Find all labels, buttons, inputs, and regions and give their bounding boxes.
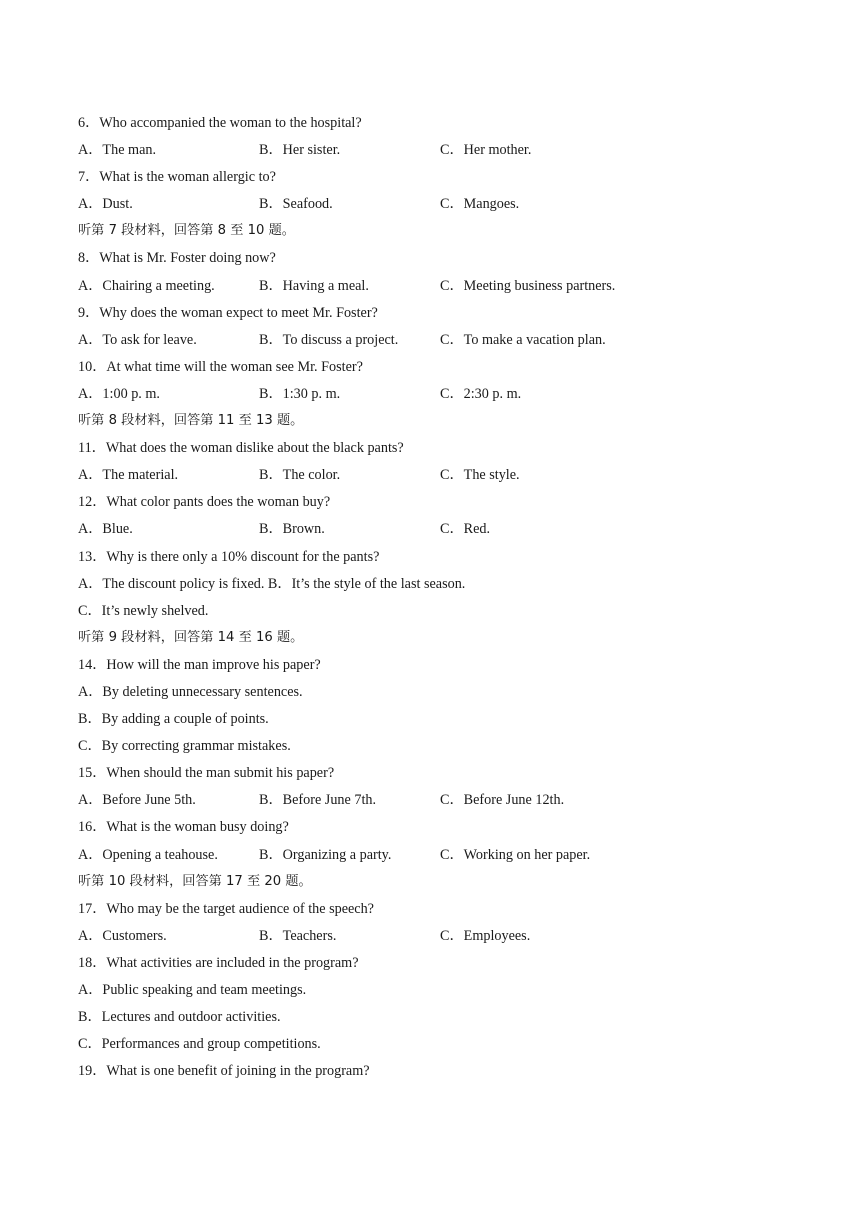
question-text: 6．Who accompanied the woman to the hospital? (78, 115, 362, 131)
answer-option: B．Having a meal. (259, 277, 369, 294)
question-text: A．The discount policy is fixed. B．It’s the style of the last season. (78, 575, 466, 592)
answer-option: C．2:30 p. m. (440, 385, 522, 402)
answer-options-row (78, 926, 778, 953)
answer-option: C．Red. (440, 521, 491, 538)
question-text: 10．At what time will the woman see Mr. Foster? (78, 358, 363, 375)
question-text: C．It’s newly shelved. (78, 602, 209, 619)
question-line (78, 601, 778, 628)
answer-option: C．To make a vacation plan. (440, 331, 606, 348)
question-line (78, 736, 778, 763)
question-line (78, 547, 778, 574)
question-text: B．Lectures and outdoor activities. (78, 1009, 281, 1026)
question-text: 7．What is the woman allergic to? (78, 169, 276, 186)
question-text: 15．When should the man submit his paper? (78, 765, 335, 782)
answer-option: C．Her mother. (440, 142, 532, 159)
answer-option: C．The style. (440, 467, 520, 484)
answer-options-row (78, 276, 778, 303)
answer-option: A．To ask for leave. (78, 331, 197, 348)
question-text: 13．Why is there only a 10% discount for the pants? (78, 548, 380, 565)
question-text: A．By deleting unnecessary sentences. (78, 683, 303, 700)
answer-option: B．To discuss a project. (259, 331, 399, 348)
question-text: 19．What is one benefit of joining in the program? (78, 1063, 370, 1080)
answer-option: B．Seafood. (259, 196, 333, 213)
question-text: C．Performances and group competitions. (78, 1036, 321, 1053)
question-text: B．By adding a couple of points. (78, 711, 269, 728)
answer-option: B．Her sister. (259, 142, 341, 159)
answer-option: B．1:30 p. m. (259, 385, 341, 402)
answer-option: A．Before June 5th. (78, 792, 196, 809)
answer-options-row (78, 140, 778, 167)
question-text: 9．Why does the woman expect to meet Mr. Foster? (78, 304, 378, 321)
question-line (78, 953, 778, 980)
section-instruction-line (78, 221, 778, 248)
question-text: A．Public speaking and team meetings. (78, 982, 307, 998)
question-text: 18．What activities are included in the program? (78, 954, 359, 971)
question-line (78, 492, 778, 519)
question-line (78, 1034, 778, 1061)
question-line (78, 113, 778, 140)
answer-options-row (78, 330, 778, 357)
question-text: 11．What does the woman dislike about the black pants? (78, 440, 404, 457)
answer-option: B．Teachers. (259, 927, 337, 944)
question-text: 16．What is the woman busy doing? (78, 819, 289, 836)
section-instruction: 听第 10 段材料，回答第 17 至 20 题。 (78, 873, 312, 889)
answer-option: B．The color. (259, 467, 341, 484)
section-instruction: 听第 9 段材料，回答第 14 至 16 题。 (78, 629, 304, 645)
question-line (78, 899, 778, 926)
question-text: 12．What color pants does the woman buy? (78, 494, 331, 511)
answer-options-row (78, 845, 778, 872)
section-instruction-line (78, 872, 778, 899)
question-line (78, 1007, 778, 1034)
answer-options-row (78, 194, 778, 221)
section-instruction-line (78, 628, 778, 655)
section-instruction: 听第 7 段材料，回答第 8 至 10 题。 (78, 223, 295, 239)
answer-option: A．Dust. (78, 196, 133, 213)
answer-option: B．Organizing a party. (259, 846, 392, 863)
answer-option: C．Before June 12th. (440, 792, 565, 809)
section-instruction: 听第 8 段材料，回答第 11 至 13 题。 (78, 413, 304, 429)
question-line (78, 303, 778, 330)
answer-option: A．Blue. (78, 521, 133, 538)
question-line (78, 655, 778, 682)
answer-option: A．Chairing a meeting. (78, 277, 215, 294)
answer-option: A．The material. (78, 467, 179, 484)
question-line (78, 438, 778, 465)
answer-option: C．Employees. (440, 927, 531, 944)
answer-option: A．1:00 p. m. (78, 385, 160, 402)
answer-options-row (78, 790, 778, 817)
answer-option: C．Working on her paper. (440, 846, 591, 863)
question-line (78, 980, 778, 1007)
answer-options-row (78, 384, 778, 411)
question-line (78, 709, 778, 736)
answer-option: C．Meeting business partners. (440, 277, 616, 294)
answer-option: A．Opening a teahouse. (78, 846, 218, 863)
question-line (78, 357, 778, 384)
question-line (78, 682, 778, 709)
question-line (78, 167, 778, 194)
question-text: 17．Who may be the target audience of the speech? (78, 900, 374, 917)
question-line (78, 574, 778, 601)
question-line (78, 1061, 778, 1088)
question-line (78, 763, 778, 790)
answer-option: A．Customers. (78, 927, 167, 944)
answer-options-row (78, 519, 778, 546)
question-text: 8．What is Mr. Foster doing now? (78, 250, 276, 267)
answer-option: B．Before June 7th. (259, 792, 377, 809)
answer-option: C．Mangoes. (440, 196, 520, 213)
answer-option: A．The man. (78, 142, 157, 159)
answer-options-row (78, 465, 778, 492)
question-text: C．By correcting grammar mistakes. (78, 738, 291, 755)
section-instruction-line (78, 411, 778, 438)
question-line (78, 248, 778, 275)
exam-page (78, 113, 778, 1088)
question-text: 14．How will the man improve his paper? (78, 656, 321, 673)
question-line (78, 817, 778, 844)
answer-option: B．Brown. (259, 521, 325, 538)
